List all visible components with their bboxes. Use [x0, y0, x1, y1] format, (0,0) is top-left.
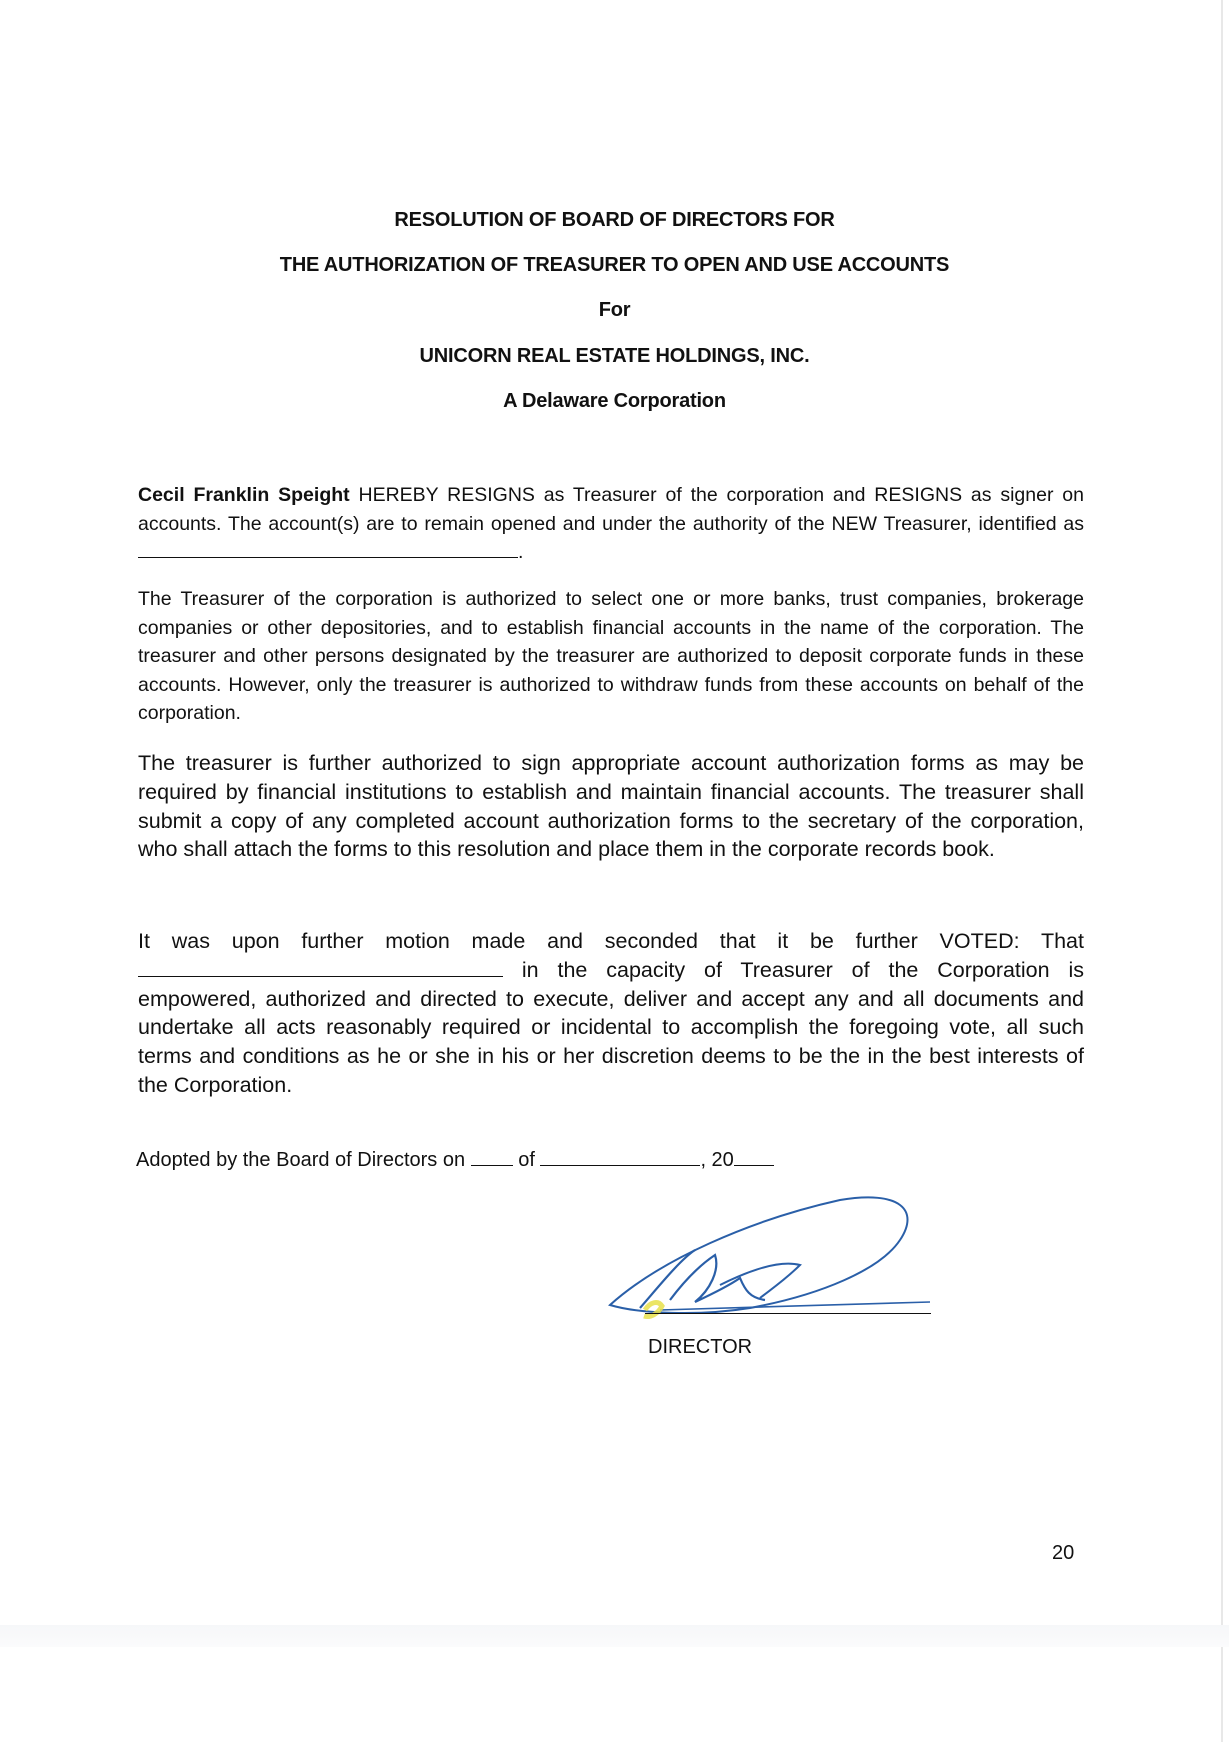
new-treasurer-blank[interactable] — [138, 539, 518, 558]
adoption-of: of — [512, 1149, 541, 1171]
motion-start: It was upon further motion made and seconded that it be further VOTED: That — [138, 929, 1084, 953]
forms-paragraph: The treasurer is further authorized to sign appropriate account authorization forms as may be required by financial institutions to establish and maintain financial accounts. The treasurer shall submit a copy of any completed account authorization forms to the secretary of the corporation, who shall attach the forms to this resolution and place them in the corporate records book. — [138, 751, 1084, 862]
signature-line — [645, 1313, 931, 1314]
motion-paragraph — [138, 927, 1084, 1100]
company-name: UNICORN REAL ESTATE HOLDINGS, INC. — [419, 345, 810, 367]
adoption-line — [136, 1147, 774, 1172]
authority-paragraph: The Treasurer of the corporation is authorized to select one or more banks, trust companies, brokerage companies or other depositories, and to establish financial accounts in the name of the corporation. The treasurer and other persons designated by the treasurer are authorized to deposit corporate funds in these accounts. However, only the treasurer is authorized to withdraw funds from these accounts on behalf of the corporation. — [138, 588, 1084, 724]
adoption-prefix: Adopted by the Board of Directors on — [136, 1149, 471, 1171]
title-line-2: THE AUTHORIZATION OF TREASURER TO OPEN AND USE ACCOUNTS — [279, 254, 950, 276]
resignation-paragraph — [138, 481, 1084, 567]
resignation-text: HEREBY RESIGNS as Treasurer of the corporation and RESIGNS as signer on accounts. The account(s) are to remain opened and under the authority of the NEW Treasurer, identified as — [138, 484, 1084, 535]
director-signature — [600, 1190, 940, 1330]
resignation-end: . — [518, 541, 524, 563]
motion-rest: in the capacity of Treasurer of the Corporation is empowered, authorized and directed to execute, deliver and accept any and all documents and undertake all acts reasonably required or incidental to accomplish the foregoing vote, all such terms and conditions as he or she in his or her discretion deems to be the in the best interests of the Corporation. — [138, 957, 1084, 1097]
title-line-3: For — [598, 299, 631, 321]
title-line-1: RESOLUTION OF BOARD OF DIRECTORS FOR — [394, 209, 835, 231]
scan-band — [0, 1625, 1229, 1647]
year-prefix: , 20 — [700, 1149, 734, 1171]
signature-label: DIRECTOR — [648, 1336, 753, 1358]
year-blank[interactable] — [734, 1147, 774, 1166]
page-number: 20 — [1052, 1542, 1075, 1564]
treasurer-name-blank[interactable] — [138, 958, 503, 977]
day-blank[interactable] — [471, 1147, 513, 1166]
month-blank[interactable] — [540, 1147, 700, 1166]
resigning-treasurer-name: Cecil Franklin Speight — [138, 484, 350, 506]
corporation-type: A Delaware Corporation — [503, 390, 726, 412]
